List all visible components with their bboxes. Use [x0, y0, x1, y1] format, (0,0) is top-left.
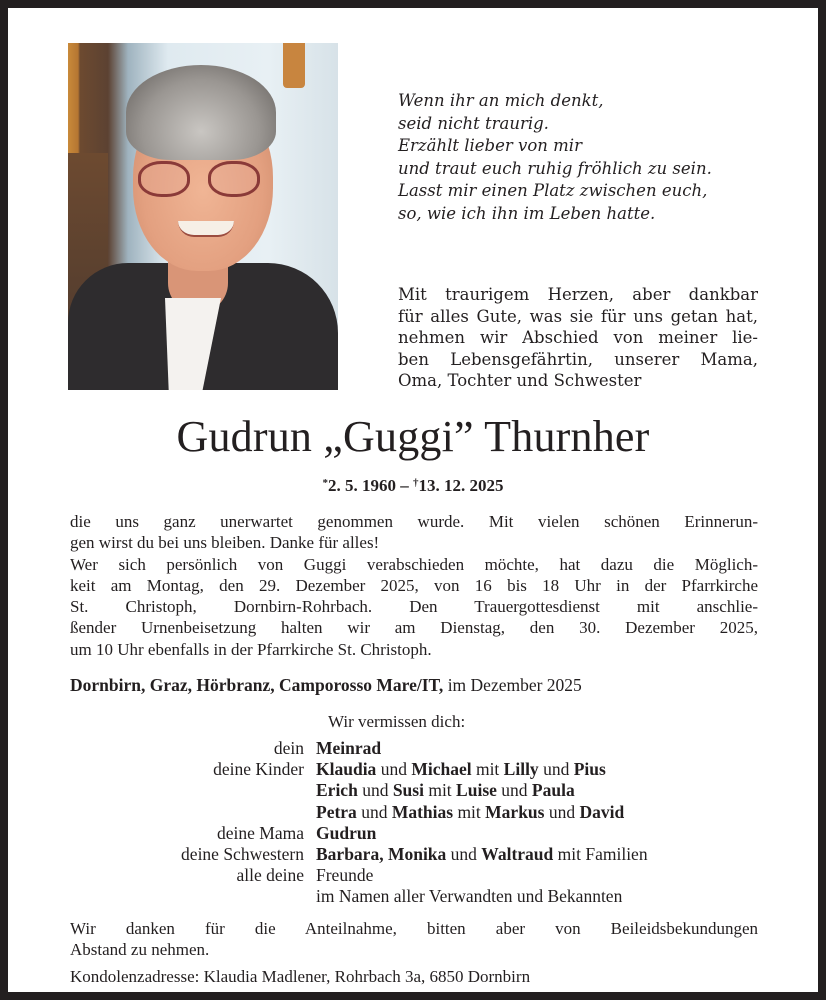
body-line: die uns ganz unerwartet genommen wurde. Mit vielen schönen Erinnerun-: [70, 512, 758, 531]
mourner-name: Gudrun: [316, 822, 377, 843]
notice-month: im Dezember 2025: [443, 675, 582, 695]
mourner-row: [70, 802, 790, 823]
relation-label: [70, 802, 316, 823]
death-cross-icon: †: [413, 477, 419, 489]
intro-line: ben Lebensgefährtin, unserer Mama,: [398, 349, 758, 369]
mourner-row: [70, 865, 790, 886]
relation-label: deine Schwestern: [181, 844, 304, 865]
mourner-name: Meinrad: [316, 738, 382, 758]
mourner-name: David: [579, 801, 625, 822]
body-line: Wer sich persönlich von Guggi verabschieden möchte, hat dazu die Möglich-: [70, 554, 758, 574]
portrait-photo: [68, 43, 338, 390]
poem-line: und traut euch ruhig fröhlich zu sein.: [398, 158, 712, 178]
mourner-row: [70, 844, 790, 865]
thanks-line: Wir danken für die Anteilnahme, bitten aber von Beileidsbekundungen: [70, 919, 758, 938]
death-date: 13. 12. 2025: [418, 476, 504, 495]
mourner-name: Michael: [411, 759, 472, 780]
body-line: um 10 Uhr ebenfalls in der Pfarrkirche St. Christoph.: [70, 639, 432, 659]
mourner-row: [70, 759, 790, 780]
mourner-row: [70, 780, 790, 801]
photo-smile: [178, 221, 234, 237]
intro-line: Oma, Tochter und Schwester: [398, 371, 642, 390]
mourner-name: Petra: [316, 801, 357, 822]
mourner-row: [70, 738, 790, 759]
places-list: Dornbirn, Graz, Hörbranz, Camporosso Mare/IT,: [70, 675, 444, 695]
connector-text: und: [357, 780, 393, 801]
intro-line: nehmen wir Abschied von meiner lie-: [398, 328, 758, 347]
mourners-list: [70, 738, 790, 908]
poem: [398, 90, 798, 225]
photo-hair: [126, 65, 276, 160]
places-and-date: [70, 675, 582, 696]
condolence-address: Kondolenzadresse: Klaudia Madlener, Rohrbach 3a, 6850 Dornbirn: [70, 967, 531, 986]
connector-text: und: [538, 759, 574, 780]
connector-text: und: [496, 780, 532, 801]
mourner-names: [316, 738, 790, 759]
mourner-names: [316, 802, 790, 823]
poem-line: Erzählt lieber von mir: [398, 136, 582, 155]
photo-glasses-right: [208, 161, 260, 197]
connector-text: mit: [453, 801, 486, 822]
connector-text: mit: [471, 759, 504, 780]
mourner-names: [316, 823, 790, 844]
intro-line: Mit traurigem Herzen, aber dankbar: [398, 285, 758, 304]
poem-line: Lasst mir einen Platz zwischen euch,: [398, 181, 708, 200]
mourner-name: Erich: [316, 780, 358, 801]
body-line: ßender Urnenbeisetzung halten wir am Dienstag, den 30. Dezember 2025,: [70, 618, 758, 638]
body-line: keit am Montag, den 29. Dezember 2025, von 16 bis 18 Uhr in der Pfarrkirche: [70, 575, 758, 595]
mourner-names: [316, 865, 790, 886]
thanks-line: Abstand zu nehmen.: [70, 940, 210, 960]
obituary-card: [8, 8, 818, 992]
connector-text: im Namen aller Verwandten und Bekannten: [316, 886, 623, 907]
poem-line: seid nicht traurig.: [398, 113, 549, 133]
mourner-row: [70, 823, 790, 844]
deceased-name: Gudrun „Guggi” Thurnher: [176, 412, 650, 461]
connector-text: und: [446, 844, 482, 865]
body-line: St. Christoph, Dornbirn-Rohrbach. Den Trauergottesdienst mit anschlie-: [70, 597, 758, 617]
mourner-name: Pius: [573, 759, 606, 780]
relation-label: [70, 780, 316, 801]
mourner-name: Lilly: [503, 759, 539, 780]
body-paragraph: [70, 511, 758, 660]
mourner-names: [316, 780, 790, 801]
mourner-names: [316, 844, 790, 865]
relation-label: deine Mama: [217, 822, 304, 843]
mourner-name: Mathias: [391, 801, 454, 822]
intro-line: für alles Gute, was sie für uns getan hat,: [398, 306, 758, 326]
mourner-name: Waltraud: [481, 844, 554, 865]
connector-text: Freunde: [316, 865, 374, 886]
mourner-row: [70, 886, 790, 907]
relation-label: deine Kinder: [213, 759, 304, 780]
connector-text: mit: [423, 780, 457, 801]
mourner-names: [316, 759, 790, 780]
intro-paragraph: [398, 284, 758, 392]
mourner-names: [316, 886, 790, 907]
birth-date: 2. 5. 1960: [328, 476, 396, 495]
connector-text: und: [544, 801, 580, 822]
photo-glasses-left: [138, 161, 190, 197]
life-dates: [8, 476, 818, 496]
mourner-name: Barbara, Monika: [316, 844, 447, 865]
mourner-name: Luise: [456, 780, 497, 801]
date-separator: –: [396, 476, 413, 495]
relation-label: alle deine: [236, 865, 304, 886]
mourner-name: Paula: [531, 780, 575, 801]
connector-text: und: [356, 801, 392, 822]
poem-line: so, wie ich ihn im Leben hatte.: [398, 203, 656, 223]
mourner-name: Klaudia: [316, 759, 377, 780]
body-line: gen wirst du bei uns bleiben. Danke für alles!: [70, 533, 380, 553]
poem-line: Wenn ihr an mich denkt,: [398, 91, 604, 110]
connector-text: mit Familien: [553, 844, 648, 865]
connector-text: und: [376, 759, 412, 780]
birth-star-icon: *: [322, 477, 328, 489]
mourners-heading: Wir vermissen dich:: [328, 712, 466, 731]
relation-label: dein: [273, 738, 304, 758]
photo-background-object: [283, 43, 305, 88]
thanks-paragraph: [70, 918, 758, 961]
relation-label: [70, 886, 316, 907]
mourner-name: Markus: [485, 801, 545, 822]
mourner-name: Susi: [392, 780, 424, 801]
